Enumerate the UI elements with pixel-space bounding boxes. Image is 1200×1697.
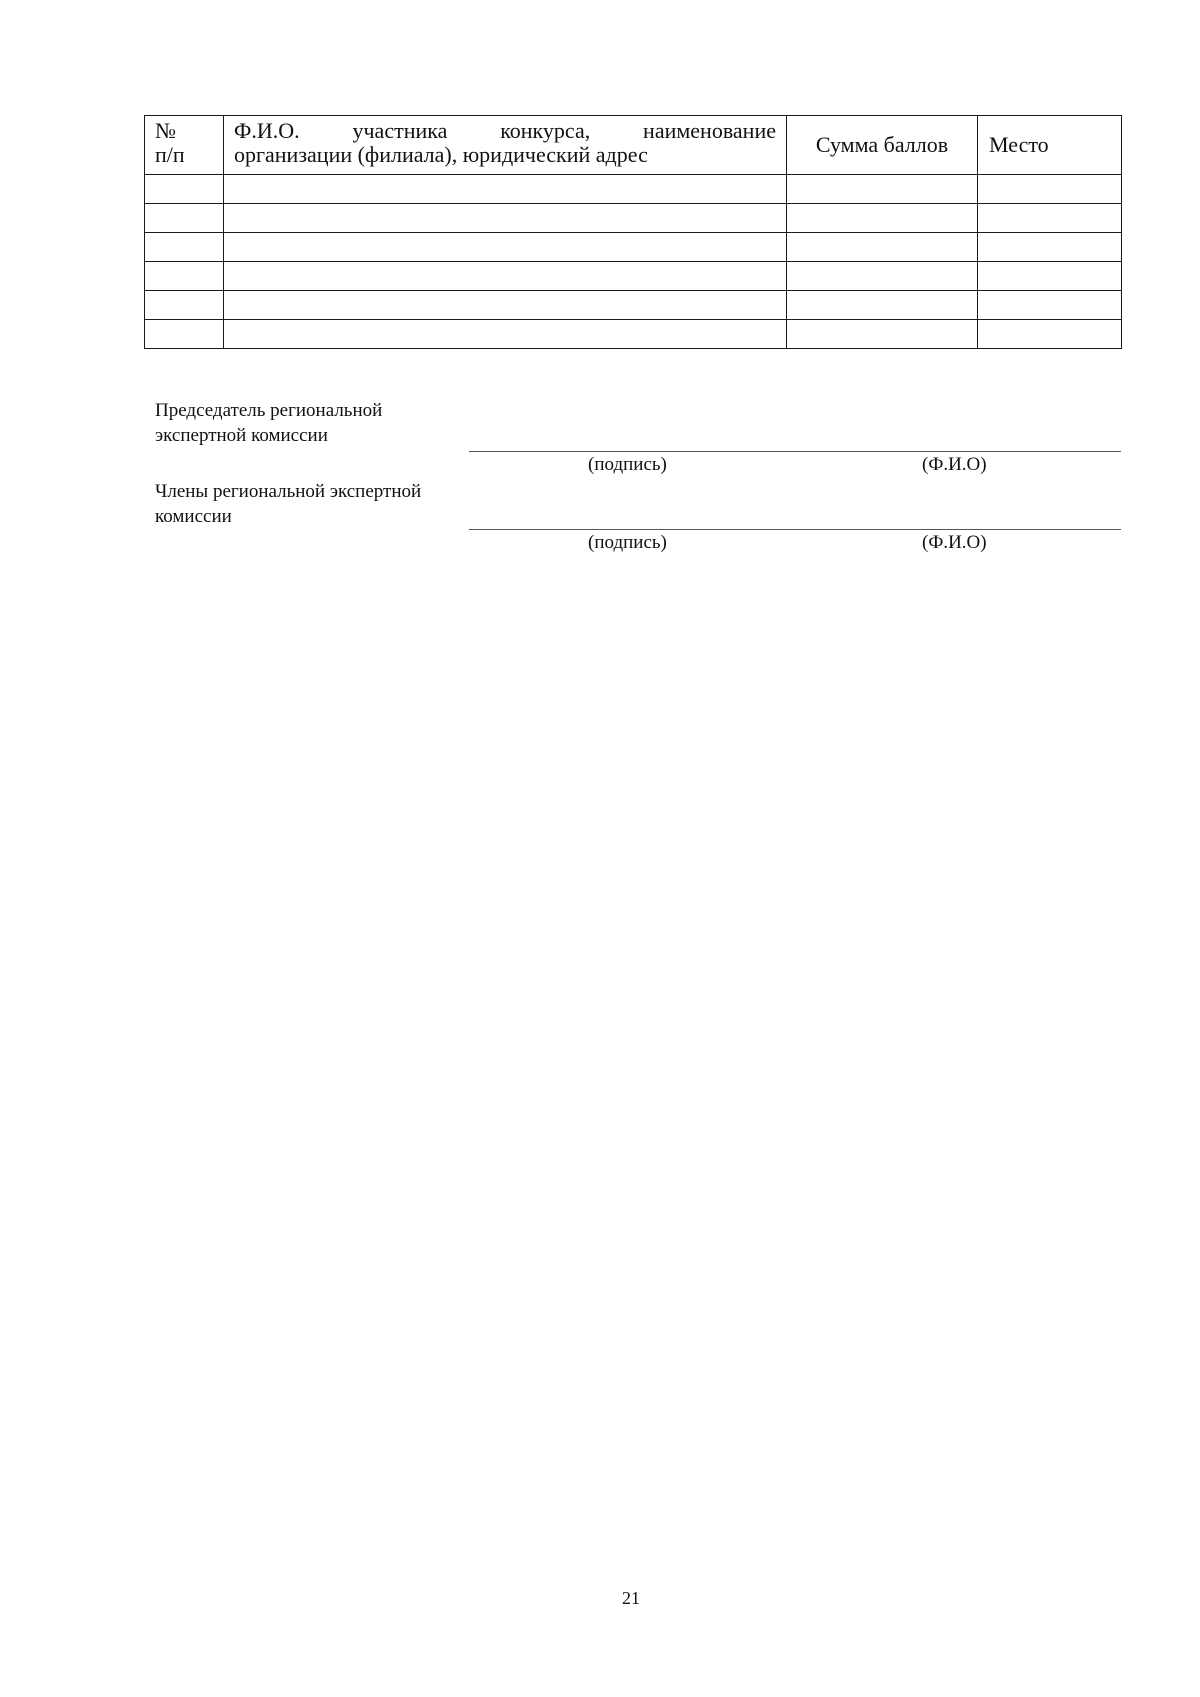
cell-place — [978, 262, 1122, 291]
table-row — [145, 262, 1122, 291]
chairman-name-caption: (Ф.И.О) — [922, 454, 987, 475]
cell-participant — [224, 175, 787, 204]
chairman-label-line2: экспертной комиссии — [155, 425, 328, 446]
column-header-participant-line1: Ф.И.О. участника конкурса, наименование — [234, 118, 776, 143]
cell-score-sum — [787, 175, 978, 204]
chairman-label-line1: Председатель региональной — [155, 400, 383, 421]
column-header-participant — [224, 116, 787, 175]
cell-place — [978, 175, 1122, 204]
table-row — [145, 291, 1122, 320]
results-table — [144, 115, 1122, 349]
page-number: 21 — [622, 1588, 640, 1608]
members-label-line1: Члены региональной экспертной — [155, 481, 422, 502]
cell-participant — [224, 204, 787, 233]
column-header-number-line1: № — [155, 118, 176, 143]
table-row — [145, 175, 1122, 204]
cell-score-sum — [787, 291, 978, 320]
cell-score-sum — [787, 320, 978, 349]
header-row — [145, 116, 1122, 175]
members-signature-caption: (подпись) — [588, 532, 667, 553]
table-row — [145, 233, 1122, 262]
chairman-signature-caption: (подпись) — [588, 454, 667, 475]
cell-participant — [224, 291, 787, 320]
cell-score-sum — [787, 233, 978, 262]
column-header-number-line2: п/п — [155, 142, 185, 167]
results-table-body — [145, 175, 1122, 349]
column-header-number — [145, 116, 224, 175]
cell-number — [145, 175, 224, 204]
table-row — [145, 204, 1122, 233]
cell-place — [978, 291, 1122, 320]
members-label-line2: комиссии — [155, 506, 232, 527]
column-header-participant-line2: организации (филиала), юридический адрес — [234, 142, 648, 167]
table-row — [145, 320, 1122, 349]
results-table-header — [145, 116, 1122, 175]
column-header-score-sum: Сумма баллов — [787, 116, 978, 175]
chairman-label — [155, 398, 382, 448]
cell-place — [978, 204, 1122, 233]
column-header-place: Место — [978, 116, 1122, 175]
members-signature-line — [469, 529, 1121, 530]
cell-number — [145, 291, 224, 320]
cell-number — [145, 233, 224, 262]
cell-number — [145, 262, 224, 291]
cell-participant — [224, 262, 787, 291]
members-label — [155, 479, 421, 529]
cell-number — [145, 320, 224, 349]
cell-score-sum — [787, 204, 978, 233]
cell-place — [978, 320, 1122, 349]
members-name-caption: (Ф.И.О) — [922, 532, 987, 553]
cell-number — [145, 204, 224, 233]
cell-score-sum — [787, 262, 978, 291]
cell-participant — [224, 233, 787, 262]
cell-participant — [224, 320, 787, 349]
chairman-signature-line — [469, 451, 1121, 452]
cell-place — [978, 233, 1122, 262]
